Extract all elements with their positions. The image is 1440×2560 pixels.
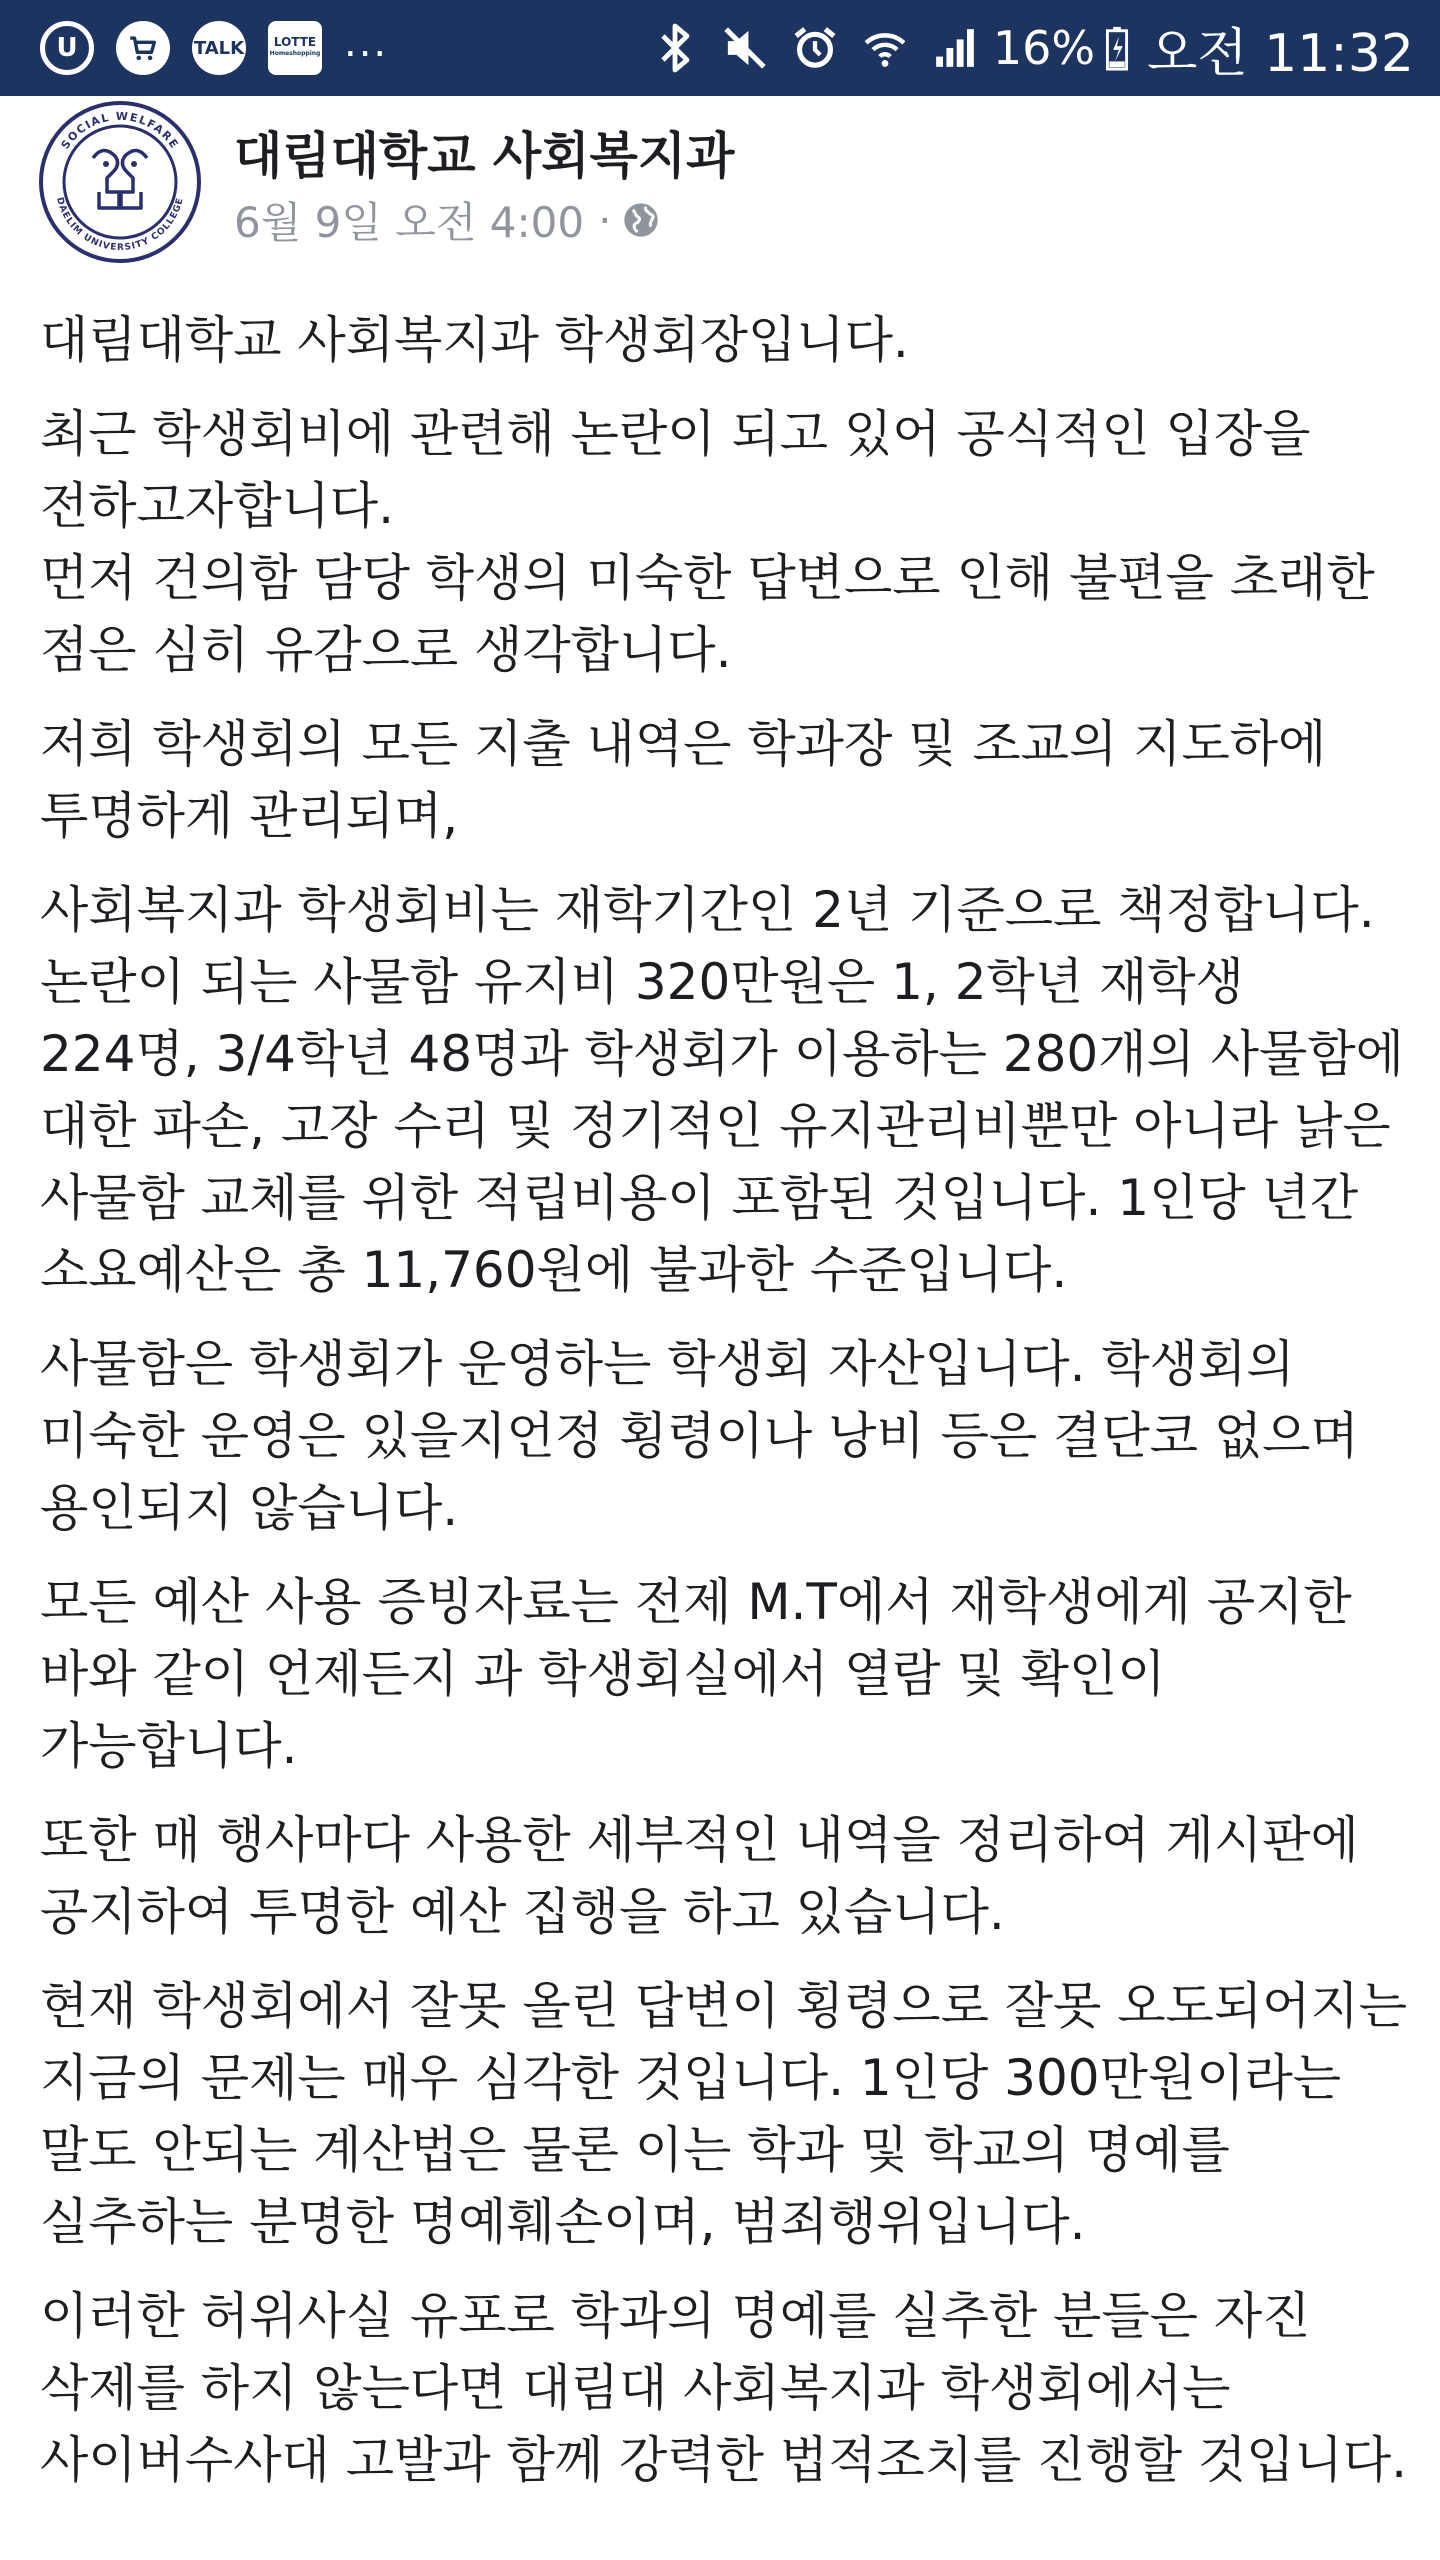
lotte-homeshopping-app-icon — [268, 21, 322, 75]
page-avatar[interactable] — [38, 100, 202, 264]
mute-icon — [721, 20, 769, 76]
meta-separator: · — [598, 195, 612, 245]
post-paragraph: 최근 학생회비에 관련해 논란이 되고 있어 공식적인 입장을 전하고자합니다. 먼저 건의함 담당 학생의 미숙한 답변으로 인해 불편을 초래한 점은 심히 유감으로 생각합니다. — [40, 405, 1375, 679]
clock: 오전 11:32 — [1147, 23, 1414, 84]
wifi-icon — [861, 20, 909, 76]
post-paragraph: 사회복지과 학생회비는 재학기간인 2년 기준으로 책정합니다. 논란이 되는 사물함 유지비 320만원은 1, 2학년 재학생 224명, 3/4학년 48명과 학생회가 이용하는 280개의 사물함에 대한 파손, 고장 수리 및 정기적인 유지관리비뿐만 아니라 낡은 사물함 교체를 위한 적립비용이 포함된 것입니다. 1인당 년간 소요예산은 총 11,760원에 불과한 수준입니다. — [40, 881, 1404, 1299]
more-notifications: ... — [344, 20, 389, 66]
lotte-app-label: LOTTE — [273, 35, 317, 49]
lotte-app-sublabel: Homeshopping — [269, 50, 321, 57]
bluetooth-icon — [651, 20, 699, 76]
u-plus-app-icon: U — [40, 21, 94, 75]
post-paragraph: 또한 매 행사마다 사용한 세부적인 내역을 정리하여 게시판에 공지하여 투명한 예산 집행을 하고 있습니다. — [40, 1811, 1359, 1941]
shopping-cart-app-icon — [116, 21, 170, 75]
post-paragraph: 대림대학교 사회복지과 학생회장입니다. — [40, 311, 909, 369]
status-bar — [0, 0, 1440, 96]
system-icons — [629, 11, 1414, 86]
post-header — [38, 100, 1398, 260]
post-meta — [234, 190, 661, 250]
avatar-text-bottom: DAELIM UNIVERSITY COLLEGE — [54, 196, 186, 254]
avatar-text-top: SOCIAL WELFARE — [58, 109, 182, 152]
post-paragraph: 이러한 허위사실 유포로 학과의 명예를 실추한 분들은 자진 삭제를 하지 않는다면 대림대 사회복지과 학생회에서는 사이버수사대 고발과 함께 강력한 법적조치를 진행할 것입니다. — [40, 2287, 1408, 2489]
battery-percent: 16% — [992, 21, 1096, 75]
signal-icon — [931, 20, 979, 76]
alarm-icon — [791, 20, 839, 76]
post-paragraph: 모든 예산 사용 증빙자료는 전제 M.T에서 재학생에게 공지한 바와 같이 언제든지 과 학생회실에서 열람 및 확인이 가능합니다. — [40, 1573, 1352, 1775]
post-body — [40, 304, 1410, 2518]
post-paragraph: 사물함은 학생회가 운영하는 학생회 자산입니다. 학생회의 미숙한 운영은 있을지언정 횡령이나 낭비 등은 결단코 없으며 용인되지 않습니다. — [40, 1335, 1359, 1537]
post-paragraph: 저희 학생회의 모든 지출 내역은 학과장 및 조교의 지도하에 투명하게 관리되며, — [40, 715, 1327, 845]
post-paragraph: 현재 학생회에서 잘못 올린 답변이 횡령으로 잘못 오도되어지는 지금의 문제는 매우 심각한 것입니다. 1인당 300만원이라는 말도 안되는 계산법은 물론 이는 학과 및 학교의 명예를 실추하는 분명한 명예훼손이며, 범죄행위입니다. — [40, 1977, 1408, 2251]
page-name[interactable]: 대림대학교 사회복지과 — [234, 127, 735, 185]
battery-charging-icon — [1105, 25, 1129, 71]
post-timestamp[interactable]: 6월 9일 오전 4:00 — [234, 198, 585, 247]
kakaotalk-app-icon: TALK — [192, 21, 246, 75]
notification-icons — [40, 21, 388, 75]
public-globe-icon — [621, 200, 661, 240]
